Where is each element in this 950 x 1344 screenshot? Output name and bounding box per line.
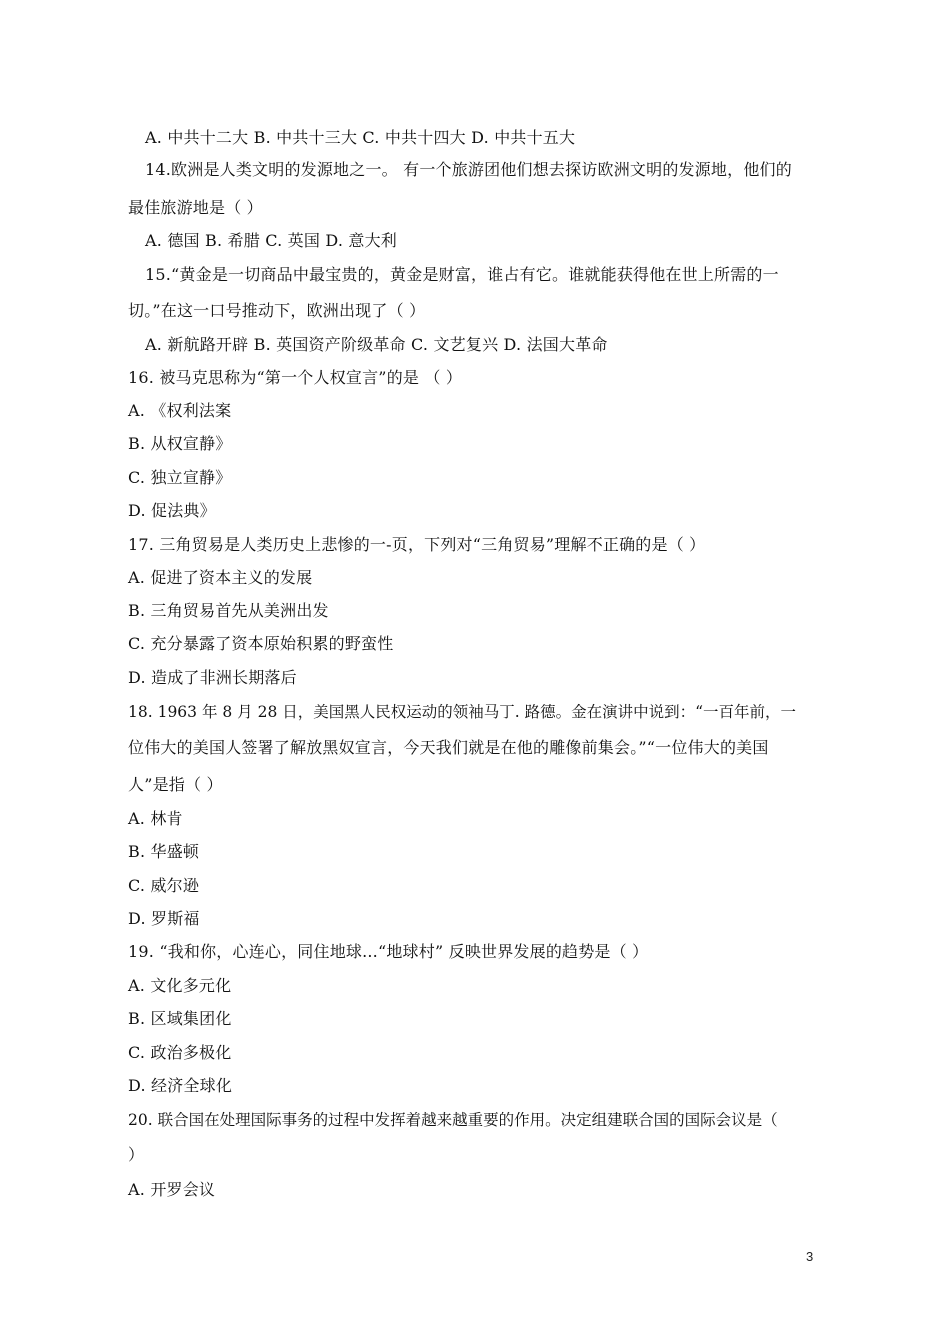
q14-options: A. 德国 B. 希腊 C. 英国 D. 意大利 — [145, 231, 397, 250]
q17-option-a: A. 促进了资本主义的发展 — [128, 568, 313, 587]
q18-stem-line1: 18. 1963 年 8 月 28 日，美国黑人民权运动的领袖马丁. 路德。金在演讲中说到：“一百年前，一 — [128, 703, 797, 721]
q19-option-a: A. 文化多元化 — [128, 976, 232, 995]
q18-option-b: B. 华盛顿 — [128, 842, 200, 861]
q17-option-b: B. 三角贸易首先从美洲出发 — [128, 601, 329, 620]
q16-option-b: B. 从权宣静》 — [128, 434, 232, 453]
q16-option-d: D. 促法典》 — [128, 501, 216, 520]
q20-stem-line2: ） — [128, 1145, 145, 1164]
q16-option-a: A. 《权利法案 — [128, 401, 232, 420]
q19-option-b: B. 区域集团化 — [128, 1009, 232, 1028]
q16-option-c: C. 独立宣静》 — [128, 468, 232, 487]
q14-stem-line1: 14.欧洲是人类文明的发源地之一。 有一个旅游团他们想去探访欧洲文明的发源地，他们的 — [145, 160, 792, 179]
q19-option-c: C. 政治多极化 — [128, 1043, 232, 1062]
q14-stem-line2: 最佳旅游地是（ ） — [128, 198, 263, 217]
q13-options: A. 中共十二大 B. 中共十三大 C. 中共十四大 D. 中共十五大 — [145, 128, 576, 147]
q18-option-d: D. 罗斯福 — [128, 909, 200, 928]
q15-stem-line1: 15.“黄金是一切商品中最宝贵的，黄金是财富，谁占有它。谁就能获得他在世上所需的一 — [145, 265, 779, 284]
q17-stem: 17. 三角贸易是人类历史上悲惨的一-页，下列对“三角贸易”理解不正确的是（ ） — [128, 535, 706, 554]
page-number: 3 — [806, 1249, 814, 1264]
q18-option-a: A. 林肯 — [128, 809, 183, 828]
q15-options: A. 新航路开辟 B. 英国资产阶级革命 C. 文艺复兴 D. 法国大革命 — [145, 335, 608, 354]
q16-stem: 16. 被马克思称为“第一个人权宣言”的是 （ ） — [128, 368, 463, 387]
q19-stem: 19. “我和你，心连心，同住地球...“地球村” 反映世界发展的趋势是（ ） — [128, 942, 649, 961]
q20-option-a: A. 开罗会议 — [128, 1180, 216, 1199]
q20-stem-line1: 20. 联合国在处理国际事务的过程中发挥着越来越重要的作用。决定组建联合国的国际会议是（ — [128, 1111, 778, 1129]
q18-stem-line2: 位伟大的美国人签署了解放黑奴宣言，今天我们就是在他的雕像前集会。”“一位伟大的美国 — [128, 738, 769, 757]
q17-option-c: C. 充分暴露了资本原始积累的野蛮性 — [128, 634, 394, 653]
q18-option-c: C. 威尔逊 — [128, 876, 200, 895]
q19-option-d: D. 经济全球化 — [128, 1076, 233, 1095]
q15-stem-line2: 切。”在这一口号推动下，欧洲出现了（ ） — [128, 301, 426, 320]
q17-option-d: D. 造成了非洲长期落后 — [128, 668, 297, 687]
q18-stem-line3: 人”是指（ ） — [128, 775, 223, 794]
